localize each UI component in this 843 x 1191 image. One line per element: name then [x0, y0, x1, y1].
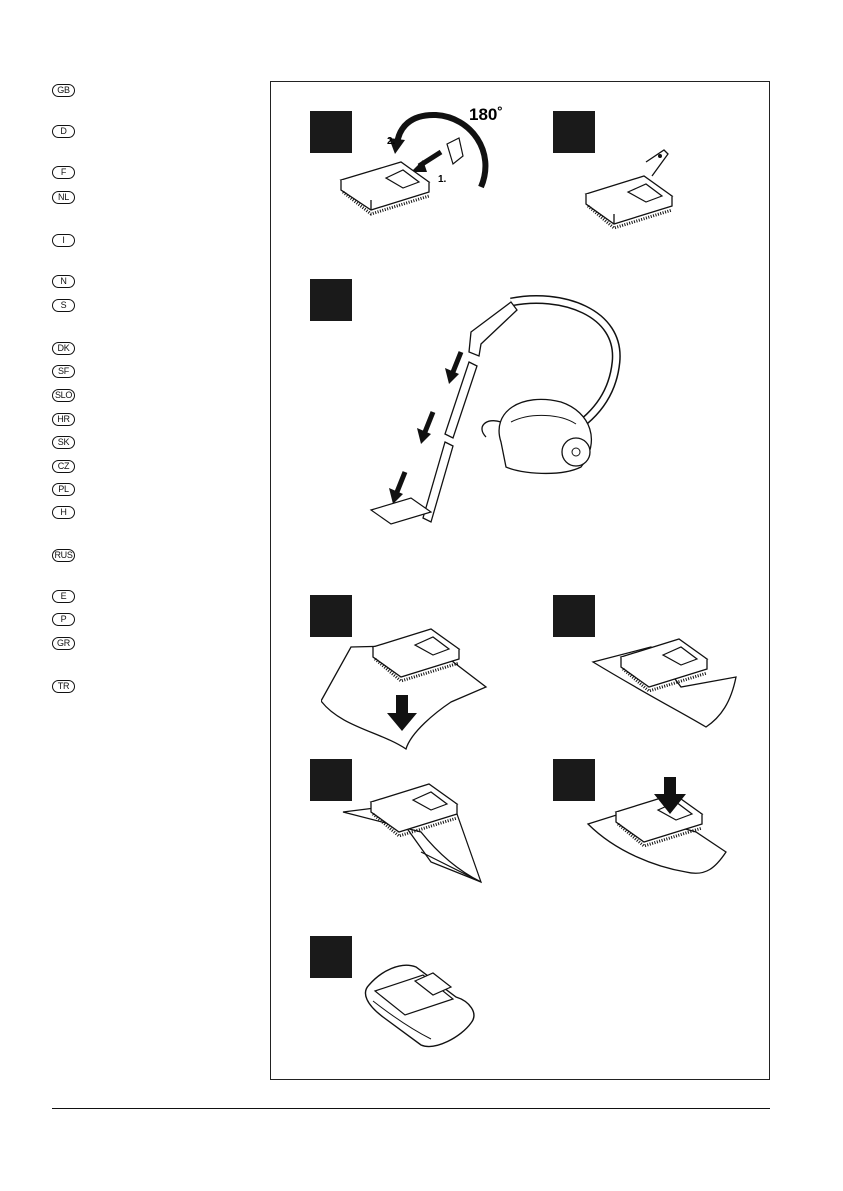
- step-marker-8: [310, 936, 352, 978]
- illustration-frame: [270, 81, 770, 1080]
- lang-badge-dk: DK: [52, 342, 75, 355]
- lang-badge-sf: SF: [52, 365, 75, 378]
- step-one-label: 1.: [438, 174, 447, 185]
- lang-badge-cz: CZ: [52, 460, 75, 473]
- figure-6-wrap-cloth: [341, 772, 491, 887]
- lang-badge-i: I: [52, 234, 75, 247]
- figure-3-cleaner-assembly: [361, 292, 621, 532]
- lang-badge-pl: PL: [52, 483, 75, 496]
- lang-badge-gr: GR: [52, 637, 75, 650]
- figure-5-fold-cloth: [591, 617, 741, 732]
- lang-badge-tr: TR: [52, 680, 75, 693]
- figure-2-brush-with-adapter: [576, 132, 696, 242]
- figure-8-wrapped-brush: [361, 957, 481, 1052]
- lang-badge-s: S: [52, 299, 75, 312]
- lang-badge-d: D: [52, 125, 75, 138]
- step-marker-3: [310, 279, 352, 321]
- footer-rule: [52, 1108, 770, 1109]
- rotation-label: 180˚: [469, 105, 504, 124]
- figure-4-place-on-cloth: [321, 617, 491, 752]
- step-two-label: 2.: [387, 136, 396, 147]
- lang-badge-h: H: [52, 506, 75, 519]
- lang-badge-gb: GB: [52, 84, 75, 97]
- figure-7-press-clamp: [586, 772, 736, 887]
- lang-badge-hr: HR: [52, 413, 75, 426]
- figure-1-attach-adapter: [331, 82, 531, 242]
- lang-badge-e: E: [52, 590, 75, 603]
- lang-badge-p: P: [52, 613, 75, 626]
- lang-badge-rus: RUS: [52, 549, 75, 562]
- lang-badge-nl: NL: [52, 191, 75, 204]
- step-marker-5: [553, 595, 595, 637]
- lang-badge-n: N: [52, 275, 75, 288]
- lang-badge-f: F: [52, 166, 75, 179]
- lang-badge-sk: SK: [52, 436, 75, 449]
- lang-badge-slo: SLO: [52, 389, 75, 402]
